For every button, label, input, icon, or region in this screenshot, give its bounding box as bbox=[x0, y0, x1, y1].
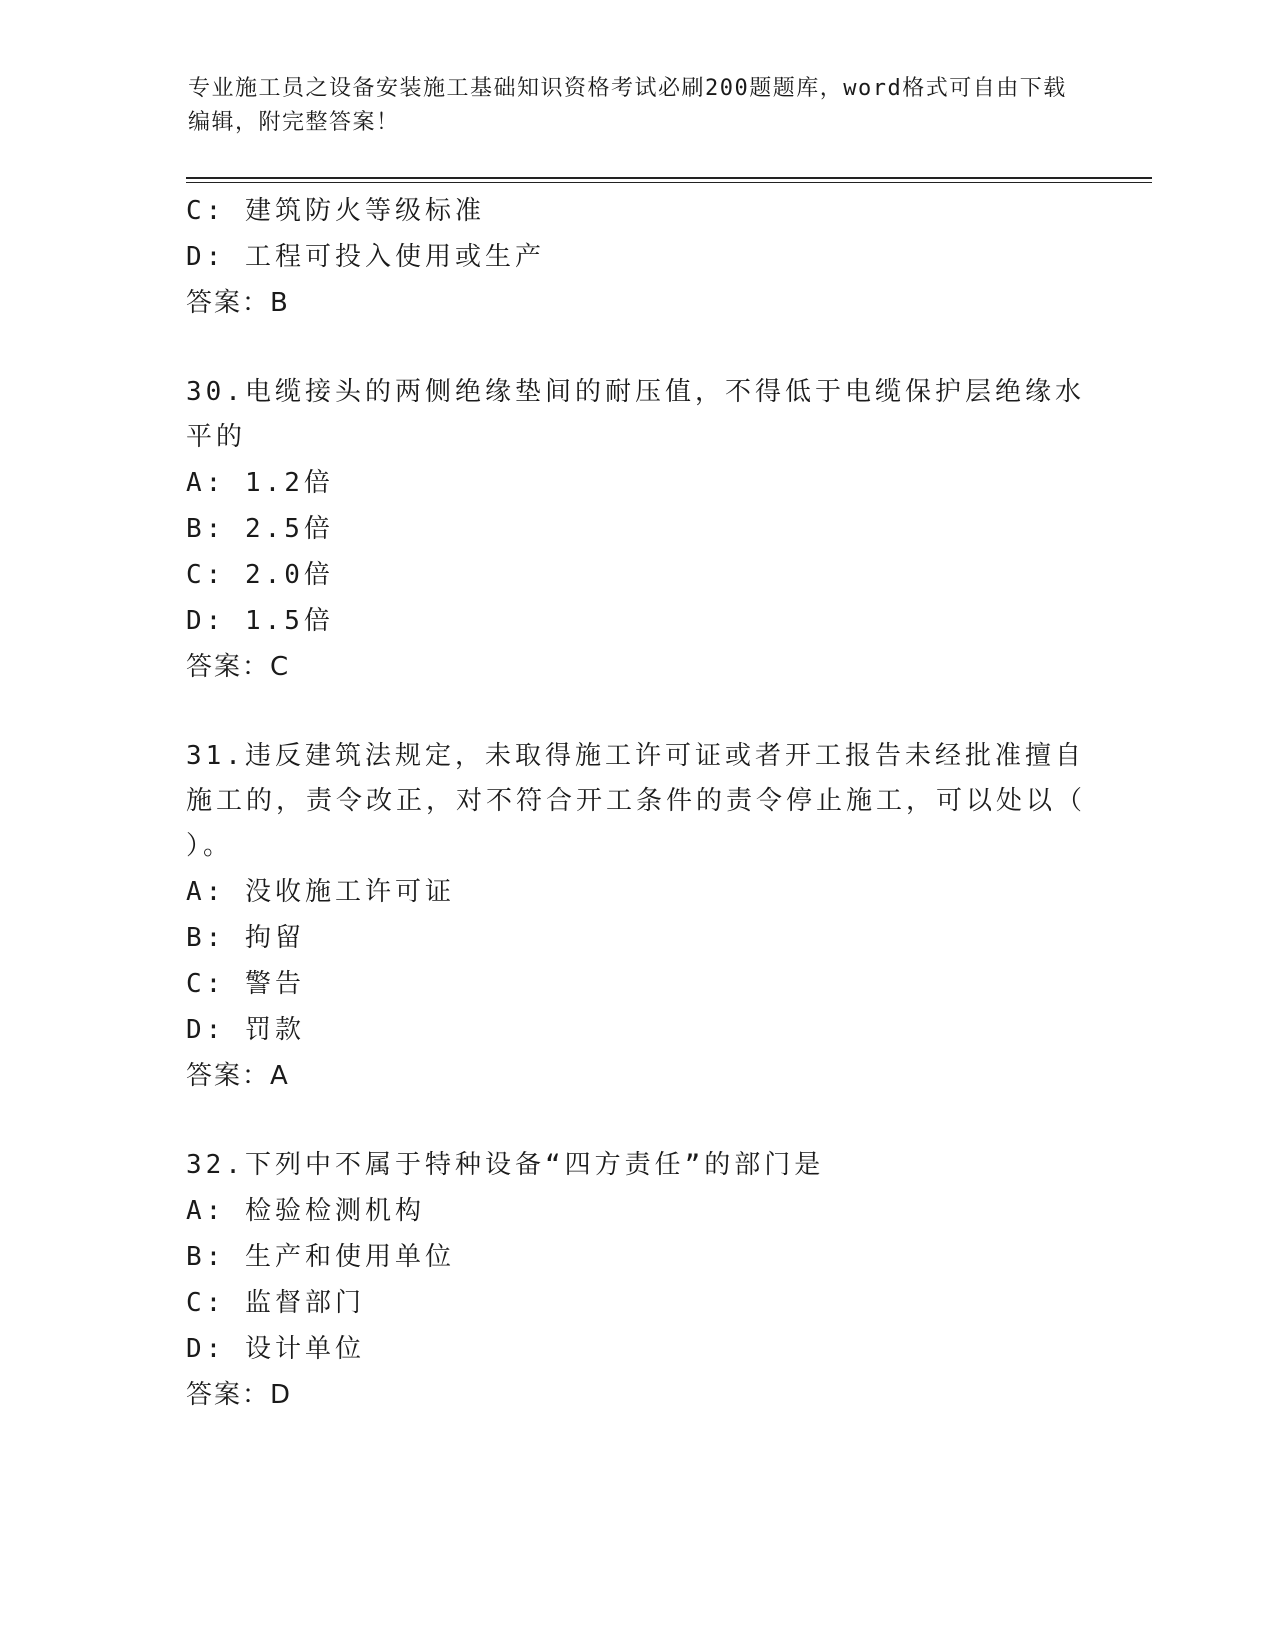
answer-line: 答案：C bbox=[186, 652, 291, 682]
answer-line: 答案：D bbox=[186, 1380, 293, 1410]
question-31 bbox=[186, 734, 1086, 1099]
question-text: 32.下列中不属于特种设备“四方责任”的部门是 bbox=[186, 1150, 825, 1180]
answer-line: 答案：A bbox=[186, 1061, 290, 1091]
option-d: D: 1.5倍 bbox=[186, 606, 334, 636]
document-header: 专业施工员之设备安装施工基础知识资格考试必刷200题题库，word格式可自由下载编辑，附完整答案！ bbox=[188, 76, 1067, 135]
option-d: D: 罚款 bbox=[186, 1015, 305, 1045]
option-a: A: 检验检测机构 bbox=[186, 1196, 425, 1226]
option-b: B: 生产和使用单位 bbox=[186, 1242, 455, 1272]
option-c: C: 建筑防火等级标准 bbox=[186, 196, 485, 226]
option-b: B: 2.5倍 bbox=[186, 514, 334, 544]
option-a: A: 1.2倍 bbox=[186, 468, 334, 498]
question-30 bbox=[186, 370, 1086, 690]
option-c: C: 警告 bbox=[186, 969, 305, 999]
option-b: B: 拘留 bbox=[186, 923, 305, 953]
option-a: A: 没收施工许可证 bbox=[186, 877, 455, 907]
question-text: 31.违反建筑法规定，未取得施工许可证或者开工报告未经批准擅自施工的，责令改正，对不符合开工条件的责令停止施工，可以处以（ ）。 bbox=[186, 741, 1087, 861]
header-rule-thick bbox=[186, 177, 1152, 179]
option-c: C: 2.0倍 bbox=[186, 560, 334, 590]
continued-question bbox=[186, 188, 1086, 326]
option-c: C: 监督部门 bbox=[186, 1288, 365, 1318]
option-d: D: 设计单位 bbox=[186, 1334, 365, 1364]
question-32 bbox=[186, 1143, 1086, 1418]
question-text: 30.电缆接头的两侧绝缘垫间的耐压值，不得低于电缆保护层绝缘水平的 bbox=[186, 377, 1085, 452]
answer-line: 答案：B bbox=[186, 288, 290, 318]
document-body bbox=[186, 188, 1086, 1418]
option-d: D: 工程可投入使用或生产 bbox=[186, 242, 545, 272]
header-rule-thin bbox=[186, 182, 1152, 183]
